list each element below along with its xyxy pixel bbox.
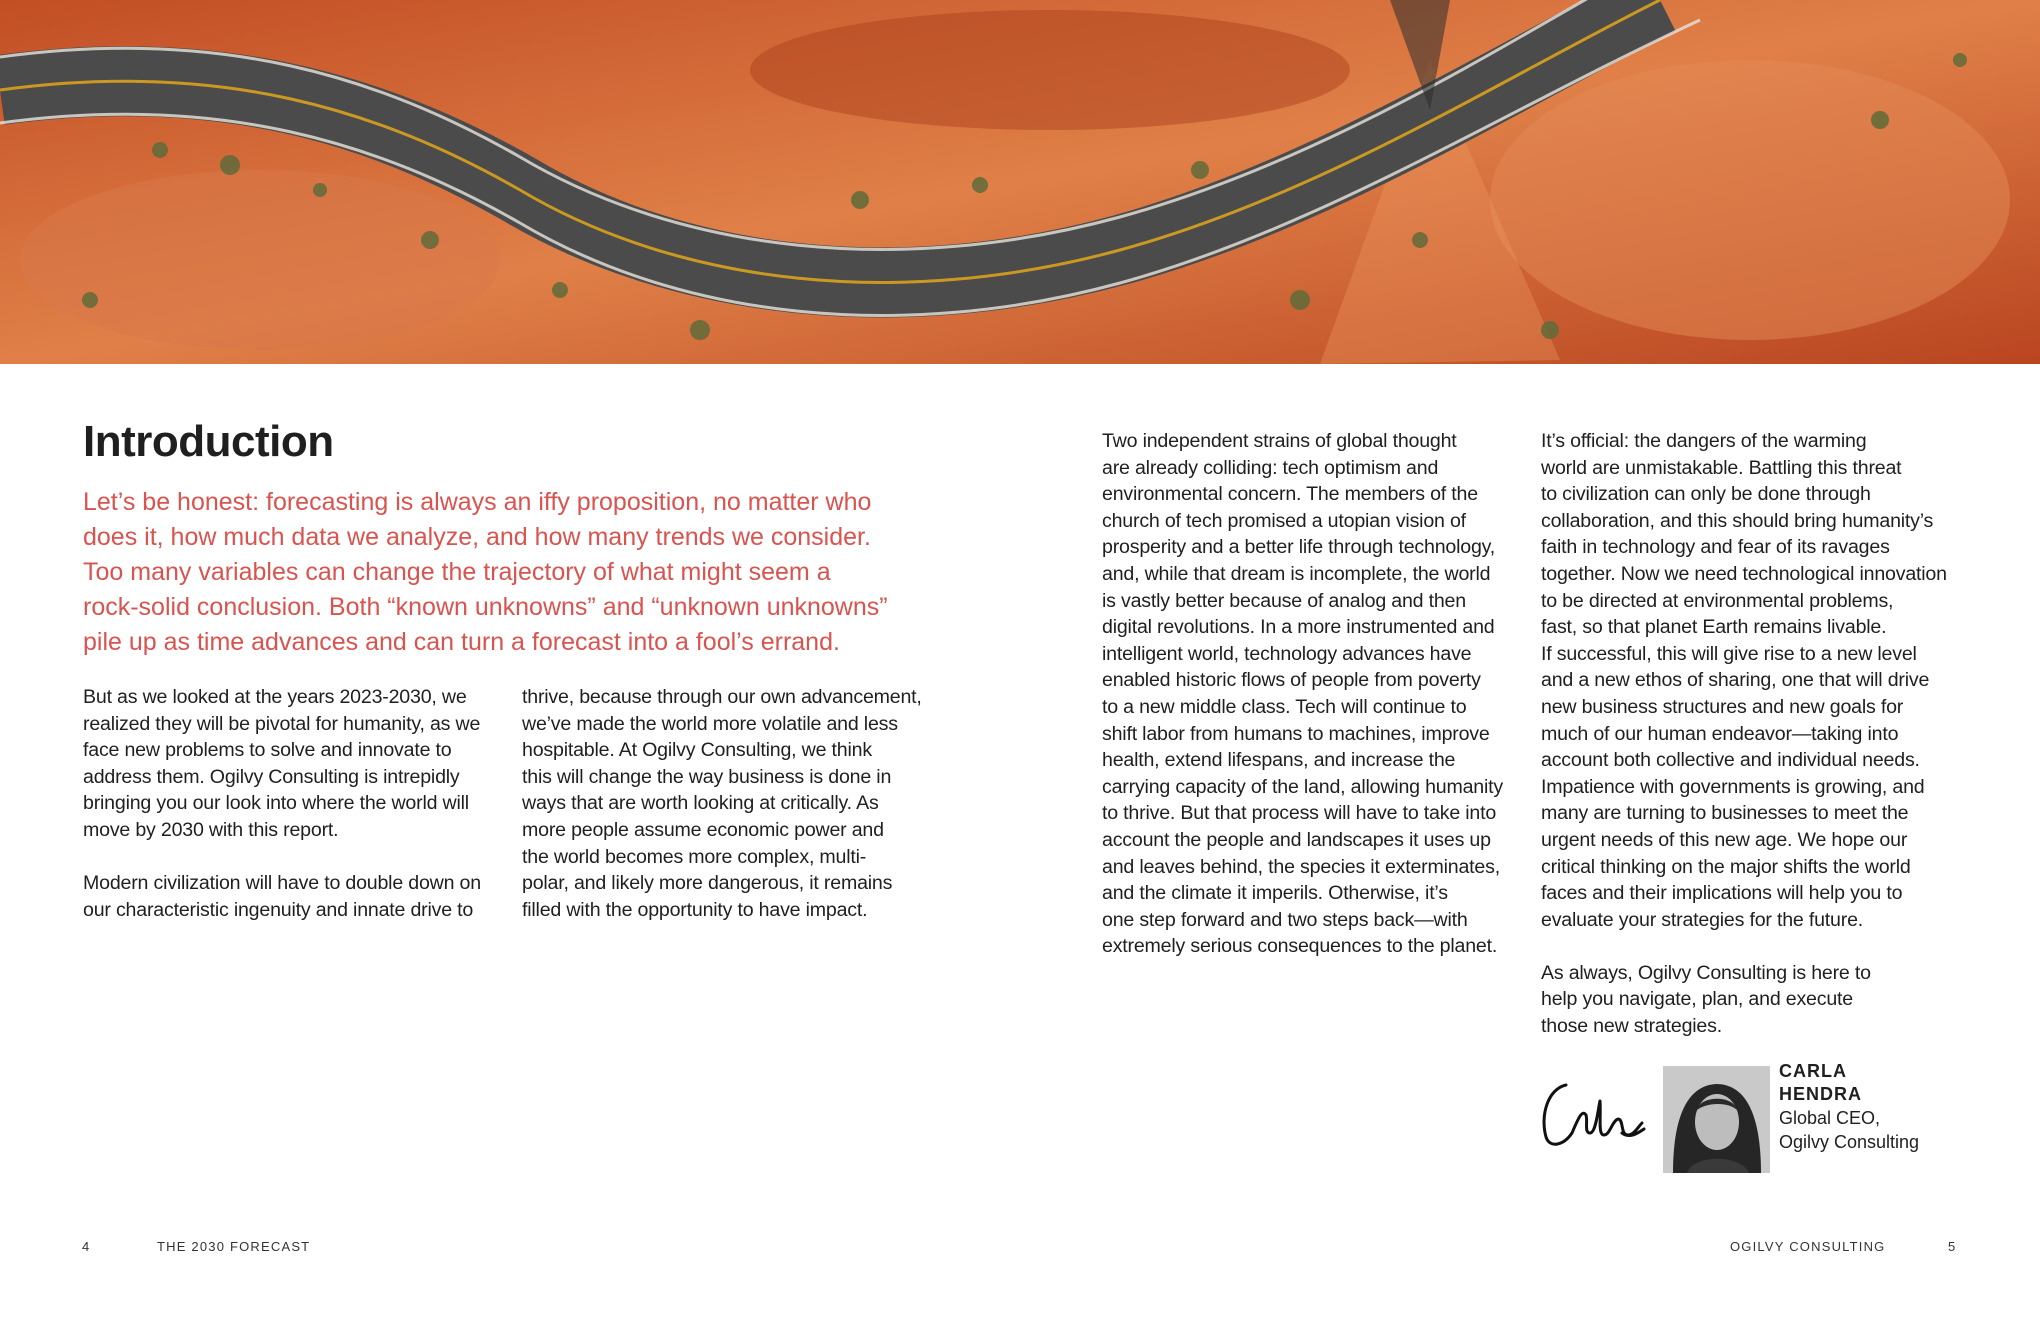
text-line: Impatience with governments is growing, and bbox=[1541, 775, 1925, 798]
text-line: many are turning to businesses to meet the bbox=[1541, 802, 1909, 825]
text-line: face new problems to solve and innovate to bbox=[83, 739, 452, 762]
text-line: and a new ethos of sharing, one that will drive bbox=[1541, 669, 1930, 692]
text-line: Too many variables can change the trajectory of what might seem a bbox=[83, 558, 831, 586]
signatory-name: CARLA HENDRA bbox=[1779, 1061, 1863, 1104]
page-title: Introduction bbox=[83, 417, 334, 466]
text-line: evaluate your strategies for the future. bbox=[1541, 908, 1864, 931]
right-page-number: 5 bbox=[1948, 1239, 1957, 1254]
text-line: urgent needs of this new age. We hope our bbox=[1541, 828, 1908, 851]
text-line: Let’s be honest: forecasting is always an iffy proposition, no matter who bbox=[83, 488, 872, 516]
text-line: Modern civilization will have to double down on bbox=[83, 872, 481, 895]
text-line: As always, Ogilvy Consulting is here to bbox=[1541, 961, 1871, 984]
desert-road-illustration bbox=[0, 0, 2040, 364]
portrait-photo bbox=[1663, 1066, 1770, 1173]
text-line: realized they will be pivotal for humanity, as we bbox=[83, 712, 481, 735]
text-line: this will change the way business is done in bbox=[522, 765, 892, 788]
text-line: If successful, this will give rise to a new level bbox=[1541, 642, 1917, 665]
signatory-title: Global CEO, Ogilvy Consulting bbox=[1779, 1108, 1920, 1152]
text-line: faith in technology and fear of its ravages bbox=[1541, 536, 1890, 559]
text-line: fast, so that planet Earth remains livable. bbox=[1541, 616, 1887, 639]
text-line: hospitable. At Ogilvy Consulting, we think bbox=[522, 739, 872, 762]
body-column-3 bbox=[1102, 428, 1503, 960]
right-running-title: OGILVY CONSULTING bbox=[1730, 1239, 1886, 1254]
handwritten-signature bbox=[1538, 1075, 1648, 1155]
text-line: bringing you our look into where the world will bbox=[83, 792, 469, 815]
text-line: account both collective and individual needs. bbox=[1541, 749, 1920, 772]
text-line: move by 2030 with this report. bbox=[83, 818, 339, 841]
text-line: world are unmistakable. Battling this threat bbox=[1541, 456, 1902, 479]
text-line: polar, and likely more dangerous, it remains bbox=[522, 872, 893, 895]
text-line: is vastly better because of analog and then bbox=[1102, 589, 1466, 612]
text-line: enabled historic flows of people from poverty bbox=[1102, 669, 1481, 692]
text-line: health, extend lifespans, and increase the bbox=[1102, 749, 1456, 772]
text-line: intelligent world, technology advances have bbox=[1102, 642, 1472, 665]
text-line: collaboration, and this should bring humanity’s bbox=[1541, 509, 1934, 532]
text-line: and the climate it imperils. Otherwise, it’s bbox=[1102, 882, 1448, 905]
text-line: pile up as time advances and can turn a forecast into a fool’s errand. bbox=[83, 628, 840, 656]
text-line: shift labor from humans to machines, improve bbox=[1102, 722, 1490, 745]
text-line: environmental concern. The members of the bbox=[1102, 483, 1478, 506]
text-line: digital revolutions. In a more instrumented and bbox=[1102, 616, 1495, 639]
body-column-1 bbox=[83, 684, 481, 923]
text-line: our characteristic ingenuity and innate drive to bbox=[83, 898, 474, 921]
paragraph-gap bbox=[1541, 933, 1947, 960]
text-line: filled with the opportunity to have impact. bbox=[522, 898, 868, 921]
text-line: together. Now we need technological innovation bbox=[1541, 562, 1947, 585]
text-line: new business structures and new goals for bbox=[1541, 695, 1904, 718]
text-line: carrying capacity of the land, allowing humanity bbox=[1102, 775, 1503, 798]
text-line: does it, how much data we analyze, and how many trends we consider. bbox=[83, 523, 871, 551]
body-column-4 bbox=[1541, 428, 1947, 1040]
text-line: address them. Ogilvy Consulting is intrepidly bbox=[83, 765, 460, 788]
text-line: church of tech promised a utopian vision of bbox=[1102, 509, 1466, 532]
text-line: It’s official: the dangers of the warming bbox=[1541, 430, 1867, 452]
text-line: rock-solid conclusion. Both “known unknowns” and “unknown unknowns” bbox=[83, 593, 888, 621]
intro-lede bbox=[83, 485, 903, 660]
text-line: prosperity and a better life through technology, bbox=[1102, 536, 1496, 559]
text-line: thrive, because through our own advancement, bbox=[522, 686, 922, 708]
header-photo bbox=[0, 0, 2040, 364]
text-line: and leaves behind, the species it exterminates, bbox=[1102, 855, 1500, 878]
text-line: faces and their implications will help you to bbox=[1541, 882, 1903, 905]
text-line: account the people and landscapes it uses up bbox=[1102, 828, 1491, 851]
text-line: ways that are worth looking at critically. As bbox=[522, 792, 879, 815]
text-line: to civilization can only be done through bbox=[1541, 483, 1871, 506]
text-line: we’ve made the world more volatile and less bbox=[522, 712, 898, 735]
left-running-title: THE 2030 FORECAST bbox=[157, 1239, 311, 1254]
text-line: are already colliding: tech optimism and bbox=[1102, 456, 1439, 479]
text-line: those new strategies. bbox=[1541, 1015, 1722, 1038]
body-column-2 bbox=[522, 684, 922, 923]
text-line: to thrive. But that process will have to take into bbox=[1102, 802, 1497, 825]
text-line: and, while that dream is incomplete, the world bbox=[1102, 562, 1491, 585]
text-line: help you navigate, plan, and execute bbox=[1541, 988, 1853, 1011]
text-line: But as we looked at the years 2023-2030, we bbox=[83, 686, 467, 708]
left-page-number: 4 bbox=[82, 1239, 91, 1254]
text-line: much of our human endeavor—taking into bbox=[1541, 722, 1899, 745]
text-line: one step forward and two steps back—with bbox=[1102, 908, 1468, 931]
paragraph-gap bbox=[83, 844, 481, 871]
text-line: to a new middle class. Tech will continue to bbox=[1102, 695, 1467, 718]
text-line: Two independent strains of global thought bbox=[1102, 430, 1457, 452]
text-line: critical thinking on the major shifts the world bbox=[1541, 855, 1911, 878]
text-line: to be directed at environmental problems, bbox=[1541, 589, 1894, 612]
text-line: the world becomes more complex, multi- bbox=[522, 845, 867, 868]
text-line: more people assume economic power and bbox=[522, 818, 884, 841]
text-line: extremely serious consequences to the planet. bbox=[1102, 935, 1498, 958]
